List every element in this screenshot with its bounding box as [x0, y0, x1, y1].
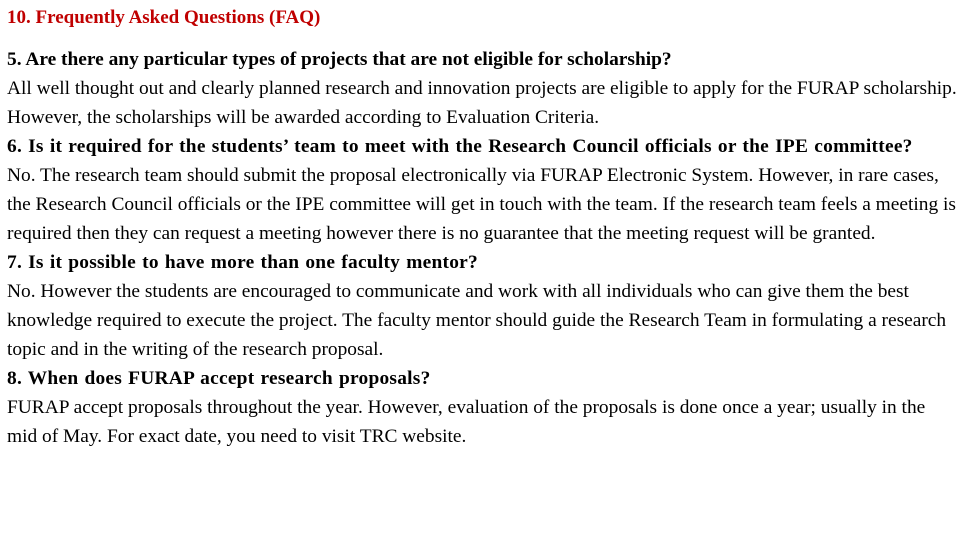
faq-item-6: [7, 132, 957, 248]
faq-question: 5. Are there any particular types of projects that are not eligible for scholarship?: [7, 49, 672, 70]
faq-item-8: [7, 364, 957, 451]
faq-question: 7. Is it possible to have more than one faculty mentor?: [7, 252, 478, 273]
faq-answer: No. However the students are encouraged to communicate and work with all individuals who can give them the best knowledge required to execute the project. The faculty mentor should guide the Research Team in formulating a research topic and in the writing of the research proposal.: [7, 281, 947, 360]
faq-question: 6. Is it required for the students’ team to meet with the Research Council officials or the IPE committee?: [7, 136, 913, 157]
faq-item-7: [7, 248, 957, 364]
page-title: 10. Frequently Asked Questions (FAQ): [7, 7, 321, 28]
faq-answer: All well thought out and clearly planned research and innovation projects are eligible to apply for the FURAP scholarship. However, the scholarships will be awarded according to Evaluation Criteria.: [7, 78, 957, 128]
faq-item-5: [7, 45, 957, 132]
faq-question: 8. When does FURAP accept research proposals?: [7, 368, 431, 389]
faq-answer: No. The research team should submit the proposal electronically via FURAP Electronic System. However, in rare cases, the Research Council officials or the IPE committee will get in touch with the team. If the research team feels a meeting is required then they can request a meeting however there is no guarantee that the meeting request will be granted.: [7, 165, 956, 244]
faq-list: [7, 45, 957, 451]
slide: [7, 0, 957, 451]
faq-answer: FURAP accept proposals throughout the year. However, evaluation of the proposals is done once a year; usually in the mid of May. For exact date, you need to visit TRC website.: [7, 397, 926, 447]
